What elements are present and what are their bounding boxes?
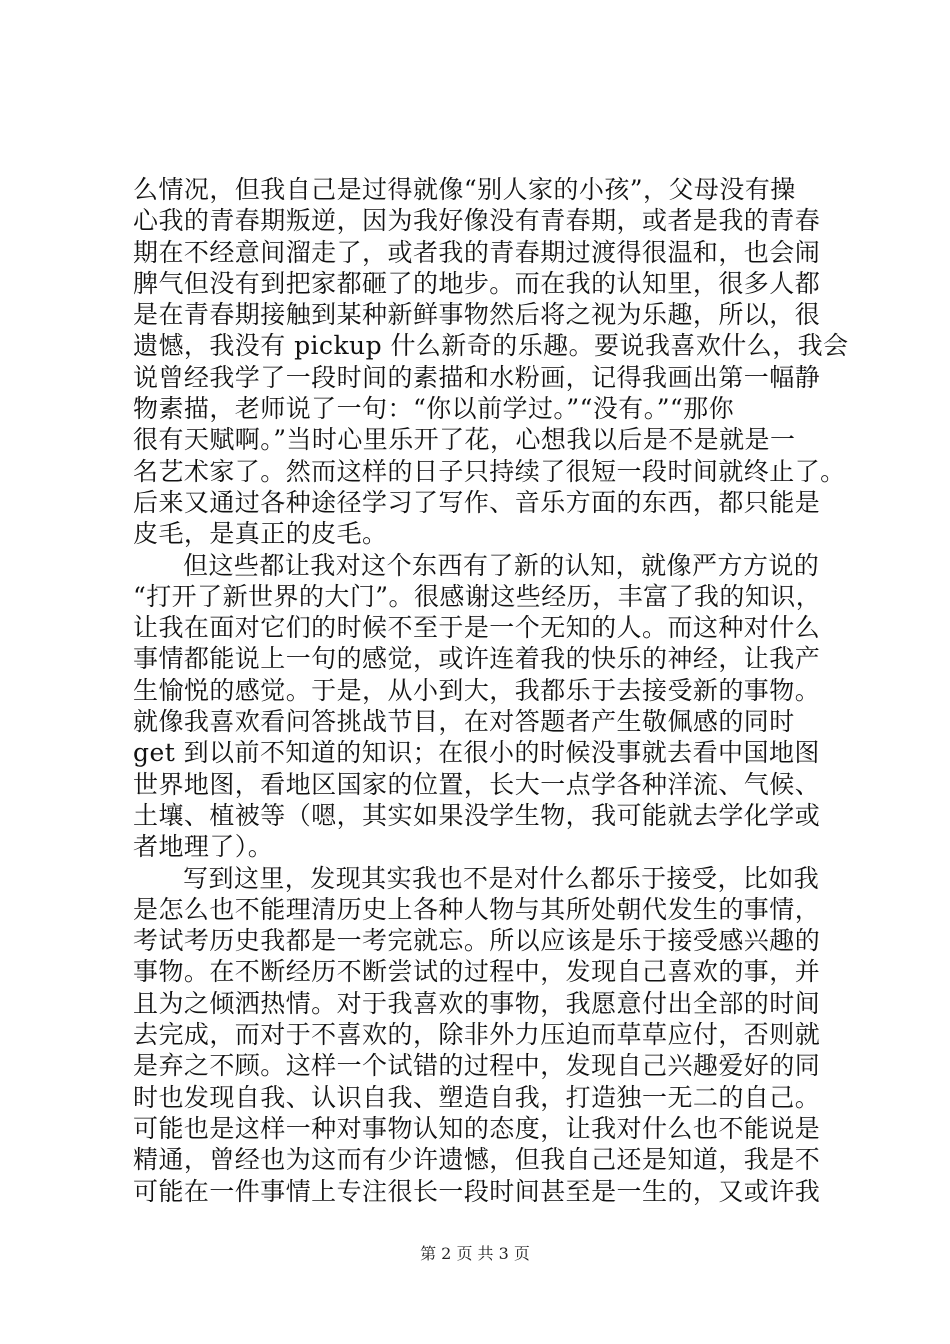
text-line: 心我的青春期叛逆，因为我好像没有青春期，或者是我的青春 (133, 206, 821, 236)
text-line: 说曾经我学了一段时间的素描和水粉画，记得我画出第一幅静 (133, 362, 821, 392)
text-line: 是弃之不顾。这样一个试错的过程中，发现自己兴趣爱好的同 (133, 1051, 821, 1081)
text-line: 时也发现自我、认识自我、塑造自我，打造独一无二的自己。 (133, 1082, 821, 1112)
text-line: 精通，曾经也为这而有少许遗憾，但我自己还是知道，我是不 (133, 1145, 821, 1175)
text-line: 让我在面对它们的时候不至于是一个无知的人。而这种对什么 (133, 613, 821, 643)
text-line: 土壤、植被等（嗯，其实如果没学生物，我可能就去学化学或 (133, 800, 821, 830)
text-line: 者地理了）。 (133, 832, 274, 862)
text-line: 生愉悦的感觉。于是，从小到大，我都乐于去接受新的事物。 (133, 675, 821, 705)
text-line: 很有天赋啊。”当时心里乐开了花，心想我以后是不是就是一 (133, 425, 796, 455)
text-line: 考试考历史我都是一考完就忘。所以应该是乐于接受感兴趣的 (133, 926, 821, 956)
text-line: 期在不经意间溜走了，或者我的青春期过渡得很温和，也会闹 (133, 237, 821, 267)
text-line: 且为之倾洒热情。对于我喜欢的事物，我愿意付出全部的时间 (133, 988, 821, 1018)
text-line: 去完成，而对于不喜欢的，除非外力压迫而草草应付，否则就 (133, 1020, 821, 1050)
text-line: 后来又通过各种途径学习了写作、音乐方面的东西，都只能是 (133, 487, 821, 517)
text-line: 遗憾，我没有 pickup 什么新奇的乐趣。要说我喜欢什么，我会 (133, 331, 849, 361)
text-line: 名艺术家了。然而这样的日子只持续了很短一段时间就终止了。 (133, 456, 846, 486)
text-line: “打开了新世界的大门”。很感谢这些经历，丰富了我的知识， (133, 581, 822, 611)
text-line: 物素描，老师说了一句：“你以前学过。”“没有。”“那你 (133, 394, 735, 424)
text-line: 么情况，但我自己是过得就像“别人家的小孩”，父母没有操 (133, 175, 796, 204)
text-line: 事物。在不断经历不断尝试的过程中，发现自己喜欢的事，并 (133, 957, 821, 987)
text-line: 写到这里，发现其实我也不是对什么都乐于接受，比如我 (183, 863, 820, 893)
page-footer (0, 1244, 950, 1264)
text-line: 世界地图，看地区国家的位置，长大一点学各种洋流、气候、 (133, 769, 821, 799)
text-line: 脾气但没有到把家都砸了的地步。而在我的认知里，很多人都 (133, 268, 821, 298)
text-line: 就像我喜欢看问答挑战节目，在对答题者产生敬佩感的同时 (133, 707, 795, 737)
document-body (133, 174, 849, 1207)
text-line: 可能在一件事情上专注很长一段时间甚至是一生的，又或许我 (133, 1176, 821, 1206)
text-line: get 到以前不知道的知识；在很小的时候没事就去看中国地图 (133, 738, 820, 768)
text-line: 是怎么也不能理清历史上各种人物与其所处朝代发生的事情， (133, 894, 821, 924)
text-line: 是在青春期接触到某种新鲜事物然后将之视为乐趣，所以，很 (133, 300, 821, 330)
text-line: 皮毛，是真正的皮毛。 (133, 519, 388, 549)
text-line: 但这些都让我对这个东西有了新的认知，就像严方方说的 (183, 550, 820, 580)
page-number-label: 第 2 页 共 3 页 (420, 1244, 530, 1263)
text-line: 可能也是这样一种对事物认知的态度，让我对什么也不能说是 (133, 1113, 821, 1143)
text-line: 事情都能说上一句的感觉，或许连着我的快乐的神经，让我产 (133, 644, 821, 674)
